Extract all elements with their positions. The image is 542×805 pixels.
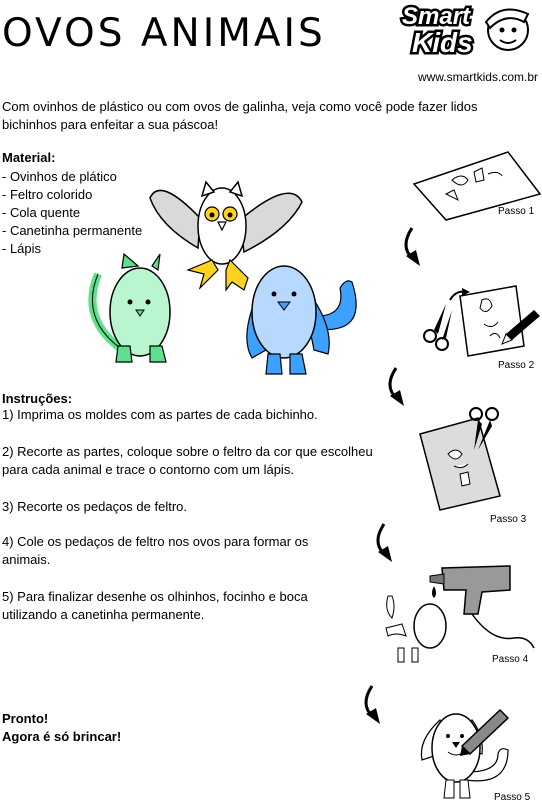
cat-illustration — [92, 254, 170, 362]
done-line-2: Agora é só brincar! — [2, 729, 122, 744]
logo-text-kids: Kids — [412, 27, 473, 58]
step-3-illustration — [418, 404, 542, 526]
scissors-icon — [424, 304, 452, 350]
step-5-illustration — [408, 700, 542, 804]
curved-arrow-icon — [358, 684, 386, 728]
done-message — [2, 710, 121, 746]
intro-paragraph: Com ovinhos de plástico ou com ovos de galinha, veja como você pode fazer lidos bichinhos para enfeitar a sua páscoa! — [2, 99, 478, 132]
material-heading: Material: — [2, 150, 56, 165]
logo-mascot-icon — [486, 10, 528, 51]
instruction-step: 5) Para finalizar desenhe os olhinhos, focinho e boca utilizando a canetinha permanente. — [2, 589, 308, 622]
smartkids-logo[interactable] — [398, 0, 542, 68]
dog-illustration — [247, 266, 356, 374]
list-item: - Feltro colorido — [2, 187, 93, 202]
passo-4-label: Passo 4 — [492, 654, 529, 665]
instruction-step: 1) Imprima os moldes com as partes de cada bichinho. — [2, 407, 318, 422]
step-1-illustration — [412, 150, 542, 222]
instructions-heading: Instruções: — [2, 391, 73, 406]
step-2-illustration — [420, 280, 542, 372]
passo-1-label: Passo 1 — [498, 206, 535, 217]
step-4-illustration — [382, 562, 542, 666]
curved-arrow-icon — [370, 522, 398, 566]
page-title: OVOS ANIMAIS — [2, 11, 326, 56]
curved-arrow-icon — [398, 226, 426, 270]
passo-5-label: Passo 5 — [494, 792, 531, 803]
list-item: - Ovinhos de plático — [2, 169, 117, 184]
instruction-step: 2) Recorte as partes, coloque sobre o feltro da cor que escolheu para cada animal e trace o contorno com um lápis. — [2, 444, 373, 477]
list-item: - Lápis — [2, 241, 42, 256]
logo-text-smart: Smart — [402, 3, 471, 30]
passo-2-label: Passo 2 — [498, 360, 535, 371]
site-url-link[interactable]: www.smartkids.com.br — [417, 70, 538, 84]
instruction-step: 4) Cole os pedaços de feltro nos ovos para formar os animais. — [2, 534, 309, 567]
glue-gun-icon — [430, 566, 534, 648]
list-item: - Canetinha permanente — [2, 223, 143, 238]
list-item: - Cola quente — [2, 205, 81, 220]
curved-arrow-icon — [382, 366, 410, 410]
egg-animals-illustration — [80, 178, 360, 378]
done-line-1: Pronto! — [2, 711, 49, 726]
instruction-step: 3) Recorte os pedaços de feltro. — [2, 499, 187, 514]
passo-3-label: Passo 3 — [490, 514, 527, 525]
